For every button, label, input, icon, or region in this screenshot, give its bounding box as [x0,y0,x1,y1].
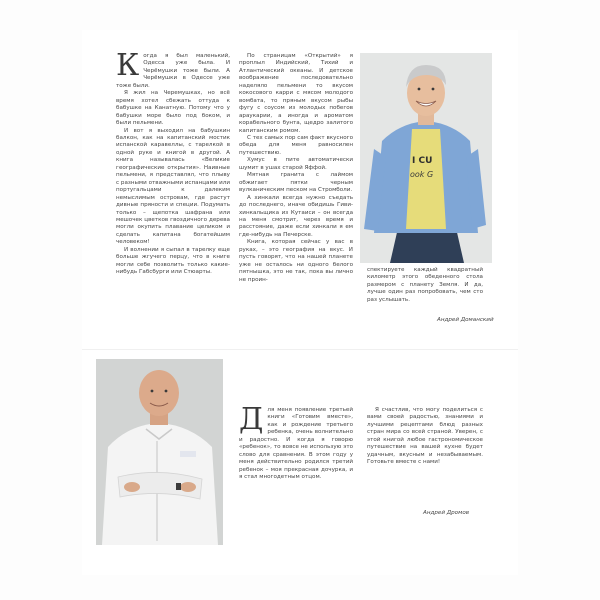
top-col1-p3: И вот я выходил на бабушкин балкон, как на капитанский мостик испанской каравеллы, с тарелкой в одной руке и книгой в другой. А книга называлась «Великие географические открытия». Наивные пельмени, я представлял, что плыву с разными отважными испанцами или португальцами к далеким немыслимым островам, где растут дивные пряности и специи. Подумать только – щепотка шафрана или мешочек цветков гвоздичного дерева могли окупить плавание целиком и сделать капитана богатейшим человеком! [116,127,230,246]
top-column-1 [116,53,230,323]
top-col2-p4: Мятная гранита с лаймом обжигает пятки черным вулканическим песком на Стромболи. [239,172,353,194]
top-col2-p1: По страницам «Открытий» я проплыл Индийский, Тихий и Атлантический океаны. И детское воображение последовательно наделяло пельмени то вкусом кокосового карри с мясом молодого вомбата, то пряным вкусом рыбы фугу с соусом из молодых побегов араукарии, а иногда и ароматом корабельного бунта, щедро залитого капитанским ромом. [239,53,353,134]
top-col2-p5: А хинкали всегда нужно съедать до последнего, иначе обидишь Гиви-хинкальщика из Кутаиси – он всегда на меня смотрит, через время и расстояние, даже если хинкали я ем где-нибудь на Печерске. [239,194,353,238]
top-col3-p1: спектируете каждый квадратный километр этого обеденного стола размером с планету Земля. И да, лучше один раз попробовать, чем сто раз услышать. [367,267,483,303]
svg-text:ook G: ook G [410,170,434,179]
signature-dromov: Андрей Дромов [423,510,470,516]
bottom-col2-p1: ля меня появление третьей книги «Готовим вместе», как и рождение третьего ребенка, очень волнительно и радостно. И когда я говорю «ребенок», то вовсе не использую это слово для сравнения. В этом году у меня действительно родился третий ребенок – моя прекрасная дочурка, и я стал многодетным отцом. [239,407,353,481]
top-col1-p4: И волнении я сыпал в тарелку еще больше жгучего перцу, что в книге могли себе позволить только какие-нибудь Габсбурги или Стюарты. [116,246,230,276]
top-column-3 [367,267,483,307]
signature-domansky: Андрей Доманский [437,317,494,323]
top-col2-p3: Хумус в пите автоматически шумит в ушах старой Яффой. [239,157,353,171]
portrait-photo-dromov [96,359,223,545]
chef-in-white-jacket-illustration [96,359,223,545]
bottom-column-3 [367,407,483,507]
man-in-blue-shirt-illustration [360,53,492,263]
dropcap-d: Д [239,407,264,437]
section-divider [82,349,518,350]
top-col2-p2: С тех самых пор сам факт вкусного обеда для меня равносилен путешествию. [239,134,353,156]
bottom-column-2 [239,407,353,527]
bottom-col3-p1: Я счастлив, что могу поделиться с вами своей радостью, знаниями и лучшими рецептами блюд разных стран мира со всей страной. Уверен, с этой книгой любое гастрономическое путешествие на вашей кухне будет удачным, вкусным и незабываемым. Готовьте вместе с нами! [367,407,483,466]
top-column-2 [239,53,353,333]
top-col2-p6: Книга, которая сейчас у вас в руках, – это география на вкус. И пусть говорят, что на нашей планете уже не осталось ни одного белого пятнышка, это не так, пока вы лично не проин- [239,239,353,283]
svg-text:I CU: I CU [412,156,433,166]
dropcap-k: К [116,53,140,83]
top-col1-p2: Я жил на Черемушках, но всё время хотел сбежать оттуда к бабушке на Канатную. Потому что у бабушки море было под боком, и были пельмени. [116,90,230,127]
portrait-photo-domansky [360,53,492,263]
top-col1-p1: огда я был маленький, Одесса уже была. И Черёмушки тоже были. А Черёмушки в Одессе уже тоже были. [116,53,230,89]
